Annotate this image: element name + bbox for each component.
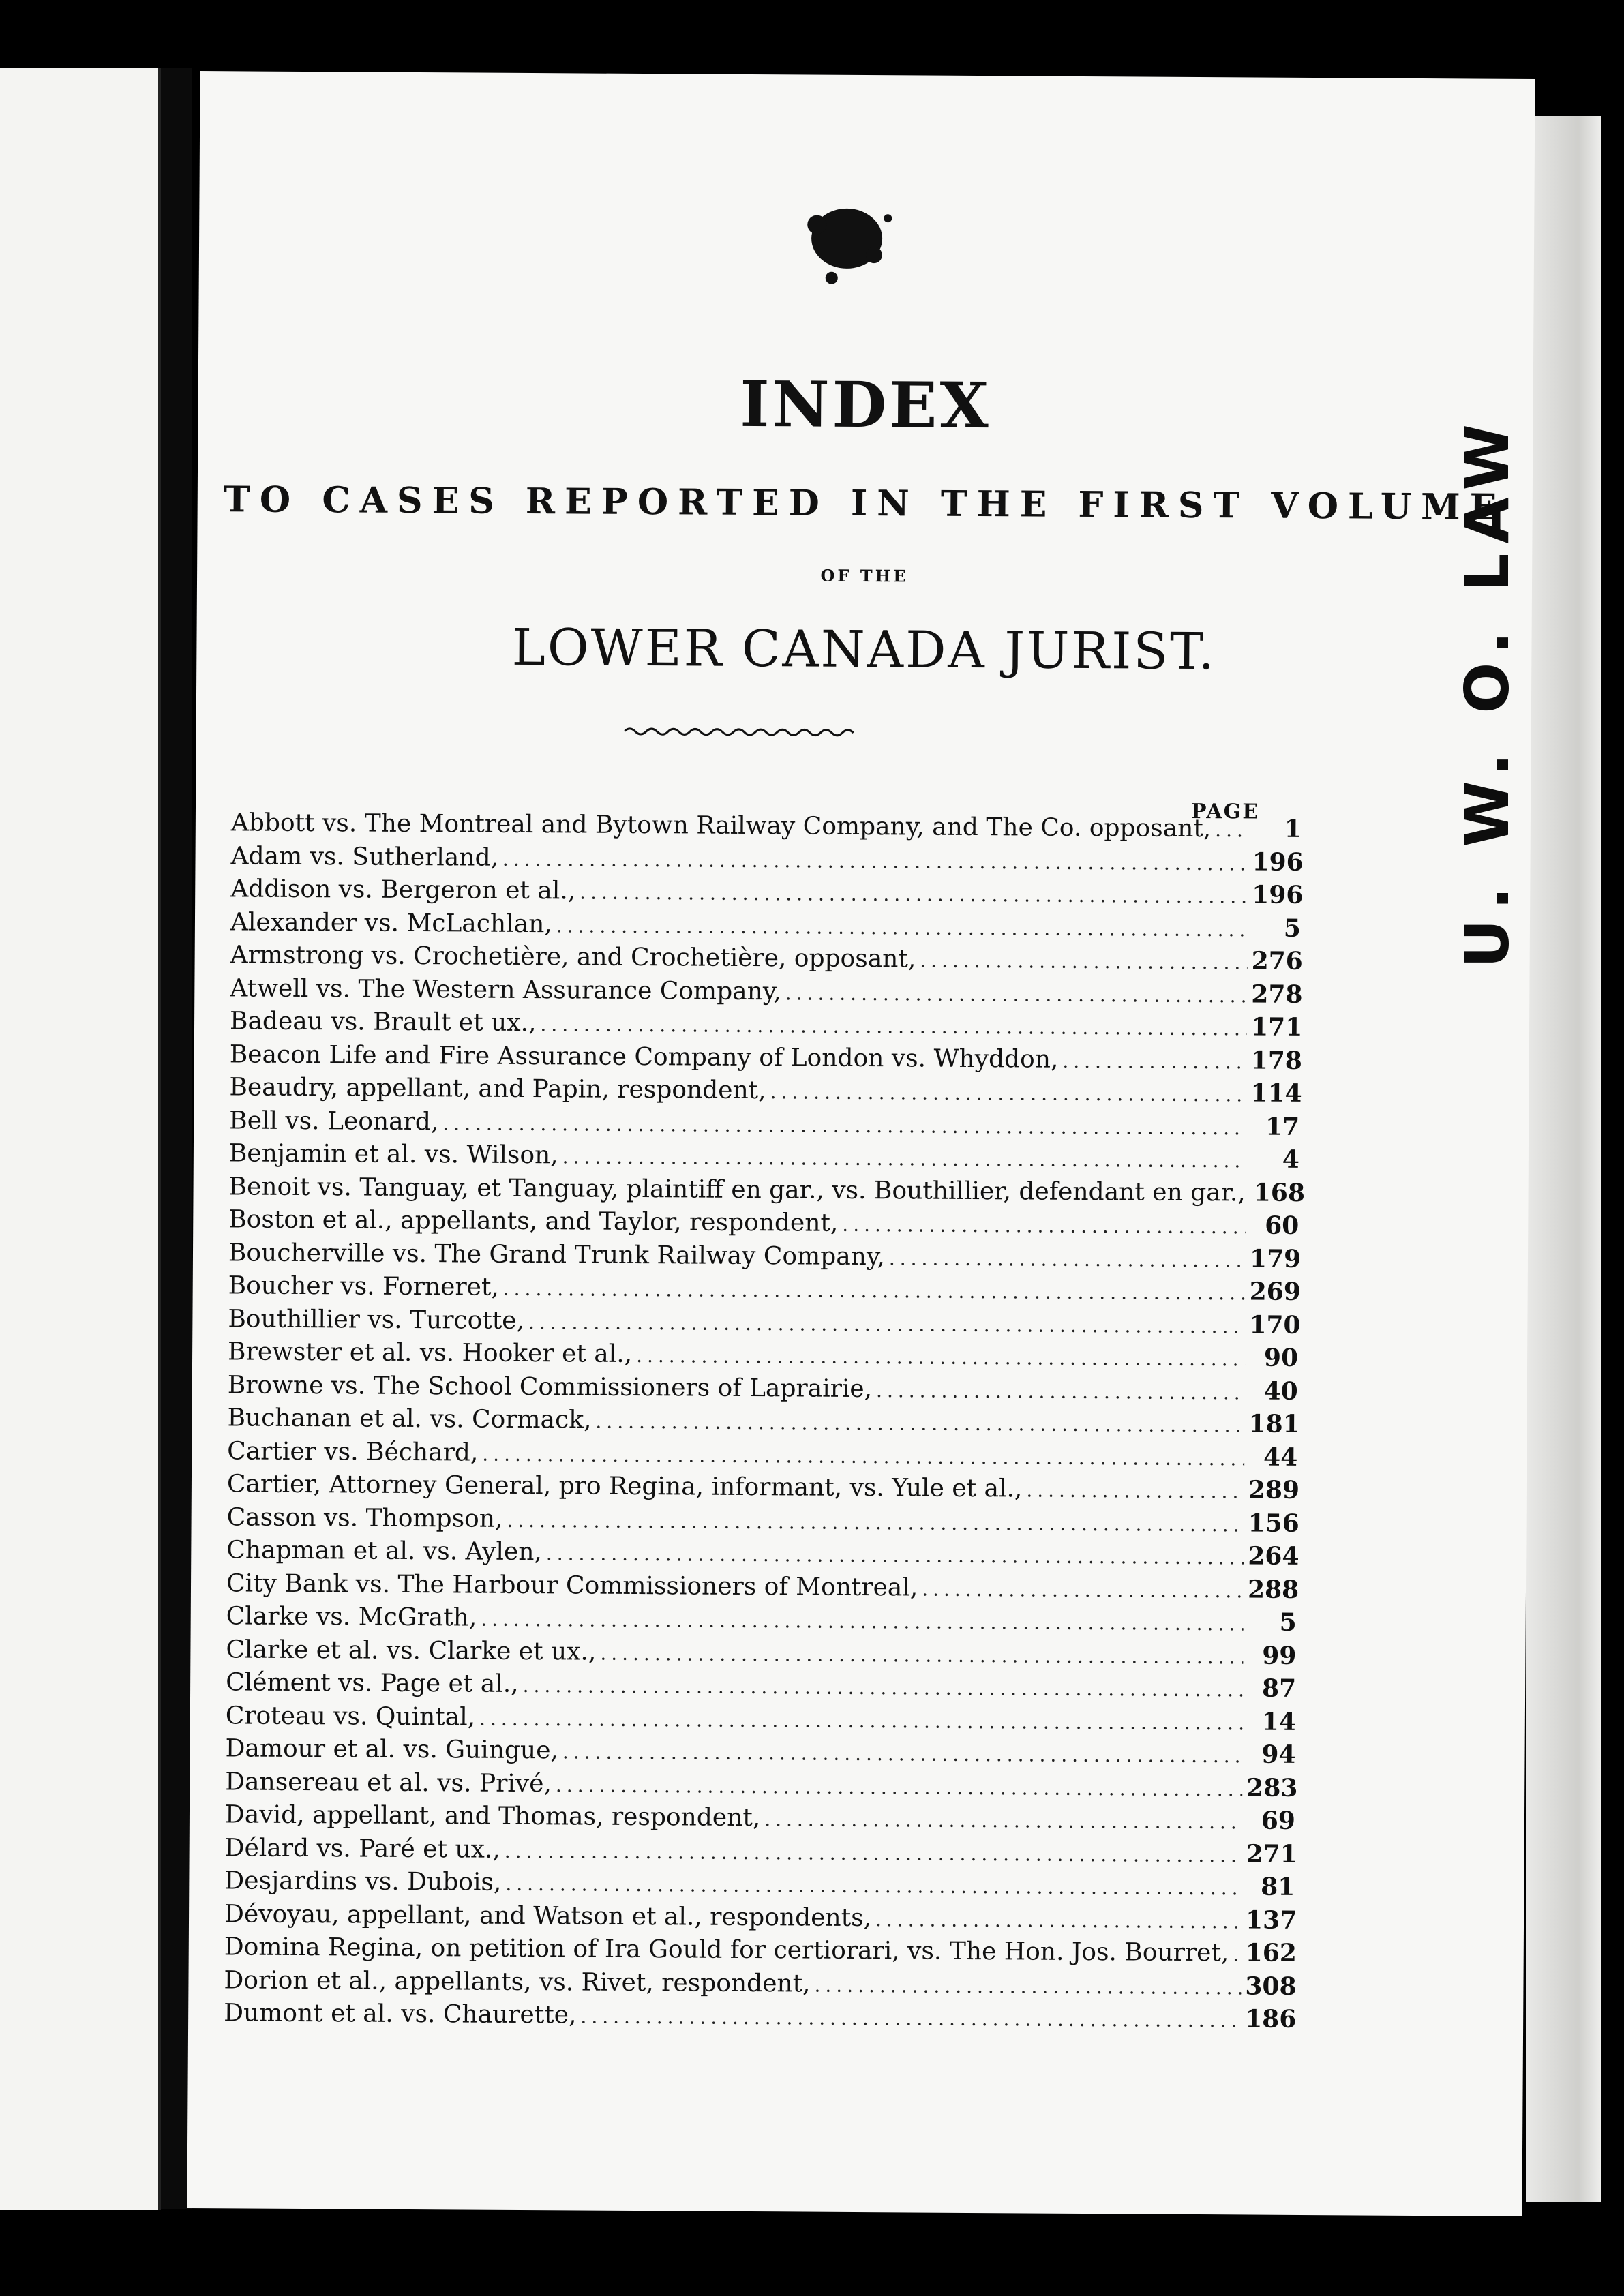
page-column-header: PAGE: [1190, 799, 1260, 824]
entry-page-number: 271: [1246, 1839, 1297, 1869]
entry-page-number: 87: [1261, 1674, 1297, 1703]
entry-page-number: 156: [1248, 1508, 1299, 1538]
dot-leader: [875, 1903, 1242, 1939]
entry-page-number: 178: [1250, 1045, 1303, 1075]
entry-page-number: 264: [1248, 1541, 1299, 1571]
entry-title: Dorion et al., appellants, vs. Rivet, respondent,: [224, 1965, 811, 1998]
index-entry: [224, 1930, 1295, 1969]
entry-page-number: 4: [1282, 1145, 1299, 1174]
entry-title: Dumont et al. vs. Chaurette,: [224, 1999, 577, 2029]
decorative-rule: [625, 721, 856, 743]
entry-page-number: 162: [1245, 1938, 1297, 1967]
entry-title: Armstrong vs. Crochetière, and Crochetière, opposant,: [230, 941, 916, 973]
entry-page-number: 288: [1247, 1574, 1299, 1604]
entry-title: Clarke et al. vs. Clarke et ux.,: [226, 1635, 597, 1666]
entry-page-number: 94: [1261, 1740, 1296, 1769]
dot-leader: [505, 1834, 1242, 1872]
entry-title: Desjardins vs. Dubois,: [224, 1867, 502, 1897]
dot-leader: [507, 1504, 1244, 1541]
entry-title: Clément vs. Page et al.,: [226, 1668, 519, 1698]
dot-leader: [889, 1242, 1246, 1278]
entry-title: Benjamin et al. vs. Wilson,: [228, 1139, 558, 1170]
entry-title: Buchanan et al. vs. Cormack,: [227, 1404, 592, 1434]
page-edge: [1526, 116, 1601, 2202]
entry-page-number: 196: [1252, 880, 1304, 909]
entry-title: Boucherville vs. The Grand Trunk Railway Company,: [228, 1238, 886, 1271]
entry-title: Boston et al., appellants, and Taylor, respondent,: [228, 1205, 839, 1237]
entry-page-number: 308: [1245, 1971, 1297, 2001]
entry-title: Cartier vs. Béchard,: [227, 1436, 479, 1467]
entry-title: Dévoyau, appellant, and Watson et al., respondents,: [224, 1899, 872, 1932]
dot-leader: [1026, 1474, 1244, 1508]
dot-leader: [503, 1273, 1246, 1310]
entry-page-number: 5: [1279, 1607, 1297, 1637]
entry-page-number: 114: [1250, 1078, 1302, 1108]
entry-title: Délard vs. Paré et ux.,: [224, 1833, 500, 1864]
entry-page-number: 289: [1248, 1475, 1300, 1505]
entry-page-number: 186: [1245, 2004, 1297, 2034]
entry-title: Benoit vs. Tanguay, et Tanguay, plaintiff en gar., vs. Bouthillier, defendant en gar.,: [228, 1172, 1246, 1207]
index-entry: [231, 806, 1302, 845]
dot-leader: [595, 1406, 1244, 1442]
dot-leader: [876, 1374, 1245, 1410]
entry-page-number: 5: [1283, 913, 1302, 943]
entry-page-number: 137: [1245, 1905, 1297, 1935]
index-entries: [224, 806, 1306, 2036]
entry-title: Adam vs. Sutherland,: [230, 841, 499, 872]
entry-title: Atwell vs. The Western Assurance Company,: [230, 973, 781, 1006]
entry-page-number: 81: [1261, 1872, 1295, 1901]
entry-page-number: 181: [1248, 1409, 1300, 1438]
dot-leader: [764, 1803, 1242, 1839]
entry-title: Damour et al. vs. Guingue,: [225, 1734, 559, 1765]
library-stamp: U. W. O. LAW: [1452, 414, 1522, 968]
entry-title: Clarke vs. McGrath,: [226, 1602, 477, 1632]
book-gutter: [161, 68, 192, 2209]
dot-leader: [814, 1969, 1241, 2004]
entry-page-number: 171: [1250, 1012, 1303, 1042]
dot-leader: [920, 945, 1248, 980]
entry-page-number: 168: [1253, 1178, 1306, 1207]
entry-title: Beacon Life and Fire Assurance Company of London vs. Whyddon,: [229, 1040, 1059, 1074]
dot-leader: [580, 876, 1248, 913]
dot-leader: [442, 1107, 1246, 1145]
dot-leader: [600, 1637, 1243, 1674]
entry-title: Addison vs. Bergeron et al.,: [230, 875, 576, 905]
dot-leader: [523, 1670, 1244, 1707]
dot-leader: [922, 1573, 1244, 1607]
entry-page-number: 170: [1249, 1310, 1301, 1340]
entry-page-number: 99: [1262, 1641, 1297, 1670]
entry-title: Badeau vs. Brault et ux.,: [229, 1007, 537, 1038]
dot-leader: [502, 843, 1248, 880]
dot-leader: [770, 1076, 1246, 1112]
entry-page-number: 69: [1261, 1806, 1296, 1835]
entry-page-number: 196: [1252, 847, 1304, 877]
entry-page-number: 278: [1251, 979, 1303, 1009]
entry-title: David, appellant, and Thomas, respondent,: [224, 1800, 761, 1832]
dot-leader: [1215, 814, 1248, 847]
entry-page-number: 1: [1284, 814, 1302, 843]
entry-page-number: 90: [1263, 1343, 1299, 1372]
entry-page-number: 40: [1263, 1376, 1298, 1406]
facing-page: [0, 68, 161, 2210]
dot-leader: [1233, 1938, 1242, 1972]
dot-leader: [562, 1736, 1243, 1773]
entry-page-number: 179: [1249, 1243, 1302, 1273]
entry-title: Bouthillier vs. Turcotte,: [228, 1304, 525, 1335]
entry-title: Cartier, Attorney General, pro Regina, informant, vs. Yule et al.,: [226, 1470, 1023, 1503]
entry-title: Alexander vs. McLachlan,: [230, 907, 552, 938]
entry-page-number: 283: [1246, 1772, 1298, 1802]
entry-title: Beaudry, appellant, and Papin, respondent,: [229, 1073, 766, 1105]
of-the-line: OF THE: [820, 565, 909, 586]
entry-title: Chapman et al. vs. Aylen,: [226, 1536, 543, 1567]
dot-leader: [1062, 1044, 1247, 1078]
index-heading: INDEX: [740, 367, 992, 443]
entry-title: Brewster et al. vs. Hooker et al.,: [227, 1338, 633, 1368]
entry-page-number: 276: [1251, 946, 1303, 976]
entry-title: Bell vs. Leonard,: [229, 1106, 439, 1136]
index-entry: [228, 1170, 1306, 1209]
entry-page-number: 14: [1261, 1707, 1296, 1736]
dot-leader: [580, 2001, 1241, 2038]
entry-page-number: 269: [1249, 1277, 1301, 1306]
entry-page-number: 17: [1265, 1112, 1300, 1141]
journal-title: LOWER CANADA JURIST.: [511, 618, 1217, 682]
dot-leader: [479, 1702, 1243, 1740]
index-subheading: TO CASES REPORTED IN THE FIRST VOLUME: [224, 479, 1507, 528]
entry-title: Browne vs. The School Commissioners of Laprairie,: [227, 1370, 873, 1403]
entry-title: City Bank vs. The Harbour Commissioners of Montreal,: [226, 1569, 918, 1602]
entry-page-number: 44: [1263, 1442, 1298, 1472]
entry-page-number: 60: [1265, 1211, 1299, 1240]
ink-blot: [792, 197, 902, 293]
dot-leader: [785, 977, 1248, 1013]
entry-title: Croteau vs. Quintal,: [225, 1701, 476, 1732]
dot-leader: [842, 1209, 1246, 1244]
entry-title: Casson vs. Thompson,: [226, 1502, 503, 1533]
entry-title: Domina Regina, on petition of Ira Gould for certiorari, vs. The Hon. Jos. Bourret,: [224, 1933, 1229, 1967]
entry-title: Dansereau et al. vs. Privé,: [225, 1767, 552, 1798]
index-page: [187, 71, 1535, 2216]
dot-leader: [528, 1306, 1246, 1344]
entry-title: Abbott vs. The Montreal and Bytown Railway Company, and The Co. opposant,: [230, 809, 1212, 843]
dot-leader: [636, 1340, 1245, 1376]
entry-title: Boucher vs. Forneret,: [228, 1271, 499, 1301]
